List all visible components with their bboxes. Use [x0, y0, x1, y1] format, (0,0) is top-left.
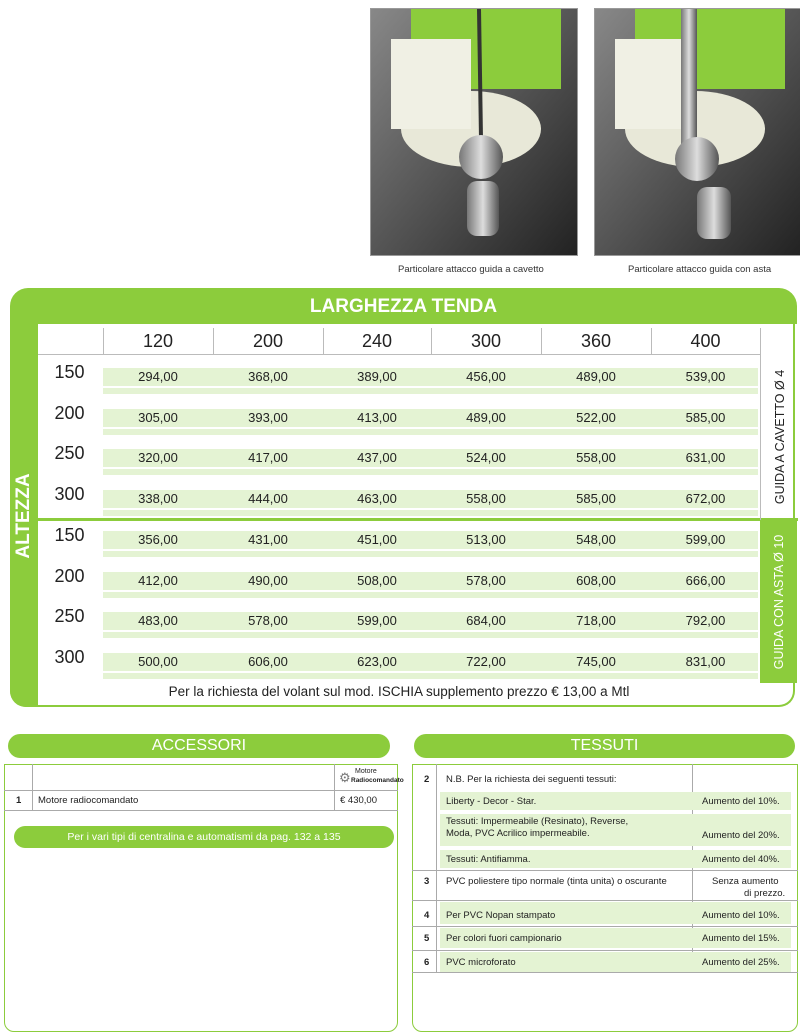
row-height-label: 250: [54, 443, 85, 463]
price-cell: 490,00: [248, 573, 288, 588]
tessuti-surcharge: Senza aumento: [712, 876, 779, 887]
price-cell: 522,00: [576, 410, 616, 425]
row-height-label: 300: [54, 647, 85, 667]
price-cell: 393,00: [248, 410, 288, 425]
price-cell: 508,00: [357, 573, 397, 588]
accessori-header: ACCESSORI: [8, 734, 390, 758]
price-cell: 623,00: [357, 654, 397, 669]
header-divider: [323, 328, 324, 354]
header-divider: [651, 328, 652, 354]
tessuti-rule: [412, 870, 798, 871]
price-cell: 585,00: [685, 410, 726, 425]
tessuti-desc: Moda, PVC Acrilico impermeabile.: [446, 828, 590, 839]
price-cell: 513,00: [466, 532, 506, 547]
price-cell: 684,00: [466, 613, 506, 628]
price-cell: 548,00: [576, 532, 616, 547]
tessuti-surcharge: di prezzo.: [744, 888, 786, 899]
price-cell: 451,00: [357, 532, 397, 547]
header-divider: [541, 328, 542, 354]
price-cell: 368,00: [248, 369, 288, 384]
tessuti-header: TESSUTI: [414, 734, 795, 758]
tessuti-desc: PVC poliestere tipo normale (tinta unita) o oscurante: [446, 876, 667, 887]
accessori-rule: [4, 810, 398, 811]
price-cell: 489,00: [466, 410, 506, 425]
group-label-rod-text: GUIDA CON ASTA Ø 10: [771, 534, 786, 669]
tessuti-surcharge: Aumento del 20%.: [702, 830, 780, 841]
price-row-band: [103, 469, 758, 475]
price-cell: 722,00: [466, 654, 506, 669]
width-header-4: 300: [470, 331, 502, 351]
price-cell: 431,00: [248, 532, 288, 547]
automation-pages-note: Per i vari tipi di centralina e automatismi da pag. 132 a 135: [14, 826, 394, 848]
tessuti-desc: Per PVC Nopan stampato: [446, 910, 556, 921]
tessuti-surcharge: Aumento del 10%.: [702, 796, 780, 807]
price-cell: 578,00: [466, 573, 506, 588]
accessori-item-number: 1: [16, 795, 22, 806]
price-cell: 463,00: [357, 491, 397, 506]
table-title-banner: LARGHEZZA TENDA: [10, 288, 797, 324]
tessuti-surcharge: Aumento del 40%.: [702, 854, 780, 865]
price-cell: 320,00: [138, 450, 178, 465]
row-height-label: 200: [54, 403, 85, 423]
accessori-rule: [32, 764, 33, 810]
header-divider: [760, 328, 761, 354]
tessuti-nb-heading: N.B. Per la richiesta dei seguenti tessuti:: [446, 774, 617, 785]
price-cell: 483,00: [138, 613, 178, 628]
group-separator: [38, 518, 798, 521]
row-height-label: 150: [54, 525, 85, 545]
price-row-band: [103, 551, 758, 557]
accessori-item-price: € 430,00: [340, 795, 377, 806]
row-height-label: 200: [54, 566, 85, 586]
price-cell: 599,00: [685, 532, 726, 547]
tessuti-surcharge: Aumento del 15%.: [702, 933, 780, 944]
price-cell: 489,00: [576, 369, 616, 384]
motor-logo-line2: Radiocomandato: [351, 777, 404, 784]
caption-rod-guide: Particolare attacco guida con asta: [628, 264, 772, 275]
price-row-band: [103, 388, 758, 394]
tessuti-number: 3: [424, 876, 430, 887]
caption-cable-guide: Particolare attacco guida a cavetto: [398, 264, 544, 275]
price-cell: 831,00: [685, 654, 726, 669]
photo-cable-guide-illustration: [371, 9, 577, 255]
width-header-5: 360: [580, 331, 612, 351]
price-cell: 294,00: [138, 369, 178, 384]
price-row-band: [103, 673, 758, 679]
tessuti-number: 4: [424, 910, 430, 921]
price-cell: 608,00: [576, 573, 616, 588]
group-label-cable-text: GUIDA A CAVETTO Ø 4: [772, 369, 787, 505]
price-cell: 389,00: [357, 369, 397, 384]
price-cell: 412,00: [138, 573, 178, 588]
price-cell: 666,00: [685, 573, 726, 588]
price-cell: 718,00: [576, 613, 616, 628]
header-divider: [431, 328, 432, 354]
header-divider: [103, 328, 104, 354]
height-side-label: [10, 324, 38, 707]
tessuti-surcharge: Aumento del 10%.: [702, 910, 780, 921]
price-cell: 606,00: [248, 654, 288, 669]
price-cell: 631,00: [685, 450, 726, 465]
tessuti-desc: PVC microforato: [446, 957, 516, 968]
tessuti-rule: [412, 900, 798, 901]
header-underline: [38, 354, 760, 355]
volant-note: Per la richiesta del volant sul mod. ISCHIA supplemento prezzo € 13,00 a Mtl: [168, 684, 630, 699]
header-divider: [213, 328, 214, 354]
tessuti-rule: [412, 972, 798, 973]
photo-rod-guide: [594, 8, 800, 256]
accessori-rule: [4, 790, 398, 791]
price-row-band: [103, 510, 758, 516]
tessuti-rule: [412, 950, 798, 951]
accessori-item-desc: Motore radiocomandato: [38, 795, 139, 806]
group-label-cable: [760, 354, 798, 520]
price-cell: 578,00: [248, 613, 288, 628]
price-cell: 672,00: [685, 491, 726, 506]
price-cell: 745,00: [576, 654, 616, 669]
row-height-label: 250: [54, 606, 85, 626]
motor-logo-line1: Motore: [355, 768, 377, 775]
price-cell: 585,00: [576, 491, 616, 506]
price-cell: 500,00: [138, 654, 178, 669]
price-cell: 413,00: [357, 410, 397, 425]
price-cell: 456,00: [466, 369, 506, 384]
height-label-text: ALTEZZA: [13, 472, 34, 559]
tessuti-number: 5: [424, 933, 430, 944]
price-cell: 558,00: [576, 450, 616, 465]
tessuti-rule: [436, 764, 437, 972]
price-cell: 792,00: [685, 613, 726, 628]
tessuti-number: 6: [424, 957, 430, 968]
price-cell: 356,00: [138, 532, 178, 547]
tessuti-desc: Tessuti: Antifiamma.: [446, 854, 531, 865]
price-cell: 539,00: [685, 369, 726, 384]
price-row-band: [103, 429, 758, 435]
tessuti-rule: [412, 926, 798, 927]
row-height-label: 150: [54, 362, 85, 382]
tessuti-desc: Tessuti: Impermeabile (Resinato), Reverse,: [446, 816, 629, 827]
motor-logo: [337, 768, 404, 788]
row-height-label: 300: [54, 484, 85, 504]
tessuti-surcharge: Aumento del 25%.: [702, 957, 780, 968]
price-row-band: [103, 592, 758, 598]
photo-rod-guide-illustration: [595, 9, 800, 255]
tessuti-number: 2: [424, 774, 430, 785]
price-cell: 444,00: [248, 491, 288, 506]
price-cell: 437,00: [357, 450, 397, 465]
gear-icon: ⚙: [339, 770, 351, 785]
photo-cable-guide: [370, 8, 578, 256]
group-label-rod: [760, 520, 797, 683]
tessuti-desc: Per colori fuori campionario: [446, 933, 562, 944]
price-cell: 338,00: [138, 491, 178, 506]
price-cell: 558,00: [466, 491, 506, 506]
price-cell: 524,00: [466, 450, 506, 465]
price-cell: 417,00: [248, 450, 288, 465]
price-cell: 305,00: [138, 410, 178, 425]
price-row-band: [103, 632, 758, 638]
width-header-6: 400: [690, 331, 721, 351]
width-header-2: 200: [252, 331, 284, 351]
tessuti-desc: Liberty - Decor - Star.: [446, 796, 537, 807]
width-header-3: 240: [361, 331, 393, 351]
accessori-rule: [334, 764, 335, 810]
width-header-1: 120: [142, 331, 174, 351]
price-cell: 599,00: [357, 613, 397, 628]
